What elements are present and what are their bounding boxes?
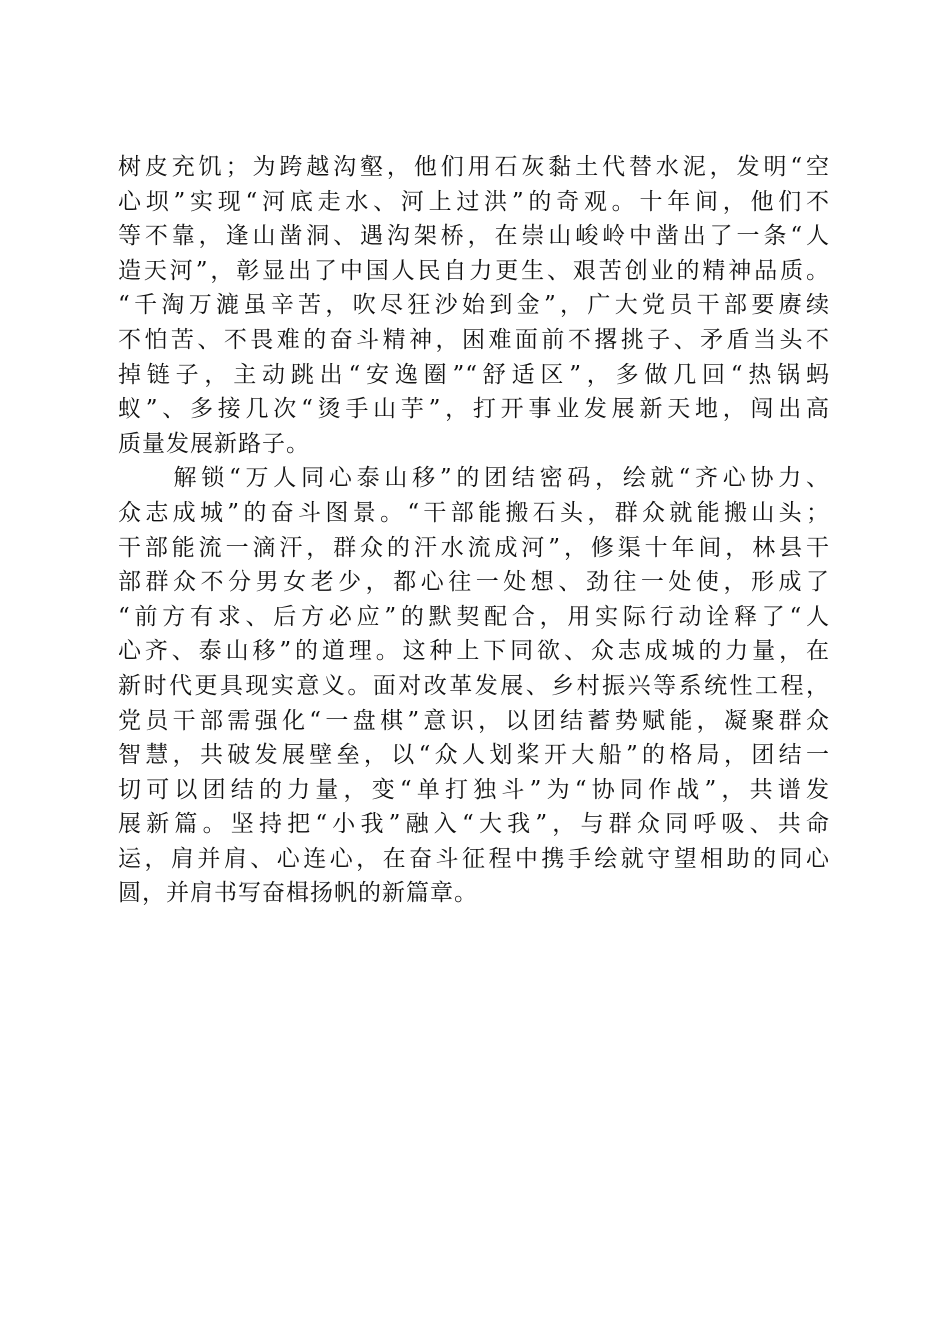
text-line: 众志成城”的奋斗图景。“干部能搬石头，群众就能搬山头；: [118, 499, 830, 526]
text-line: 质量发展新路子。: [118, 430, 310, 457]
text-line: 运，肩并肩、心连心，在奋斗征程中携手绘就守望相助的同心: [118, 845, 830, 872]
text-line: 解锁“万人同心泰山移”的团结密码，绘就“齐心协力、: [118, 465, 830, 492]
text-line: 圆，并肩书写奋楫扬帆的新篇章。: [118, 880, 478, 907]
text-line: 不怕苦、不畏难的奋斗精神，困难面前不撂挑子、矛盾当头不: [118, 326, 830, 353]
text-line: 造天河”，彰显出了中国人民自力更生、艰苦创业的精神品质。: [118, 257, 830, 284]
text-line: 心坝”实现“河底走水、河上过洪”的奇观。十年间，他们不: [118, 188, 830, 215]
text-line: 树皮充饥；为跨越沟壑，他们用石灰黏土代替水泥，发明“空: [118, 154, 830, 180]
text-line: 等不靠，逢山凿洞、遇沟架桥，在崇山峻岭中凿出了一条“人: [118, 223, 830, 250]
text-line: 掉链子，主动跳出“安逸圈”“舒适区”，多做几回“热锅蚂: [118, 361, 830, 388]
text-line: 部群众不分男女老少，都心往一处想、劲往一处使，形成了: [118, 569, 830, 596]
text-line: 蚁”、多接几次“烫手山芋”，打开事业发展新天地，闯出高: [118, 396, 830, 423]
text-line: “前方有求、后方必应”的默契配合，用实际行动诠释了“人: [118, 603, 830, 630]
text-line: 心齐、泰山移”的道理。这种上下同欲、众志成城的力量，在: [118, 638, 830, 665]
text-line: 切可以团结的力量，变“单打独斗”为“协同作战”，共谱发: [118, 776, 830, 803]
paragraph-1: [118, 150, 830, 461]
text-line: 党员干部需强化“一盘棋”意识，以团结蓄势赋能，凝聚群众: [118, 707, 830, 734]
text-line: “千淘万漉虽辛苦，吹尽狂沙始到金”，广大党员干部要赓续: [118, 292, 830, 319]
text-line: 展新篇。坚持把“小我”融入“大我”，与群众同呼吸、共命: [118, 811, 830, 838]
paragraph-2: [118, 461, 830, 911]
text-line: 新时代更具现实意义。面对改革发展、乡村振兴等系统性工程，: [118, 672, 830, 699]
document-body: [118, 150, 830, 911]
text-line: 干部能流一滴汗，群众的汗水流成河”，修渠十年间，林县干: [118, 534, 830, 561]
text-line: 智慧，共破发展壁垒，以“众人划桨开大船”的格局，团结一: [118, 742, 830, 769]
